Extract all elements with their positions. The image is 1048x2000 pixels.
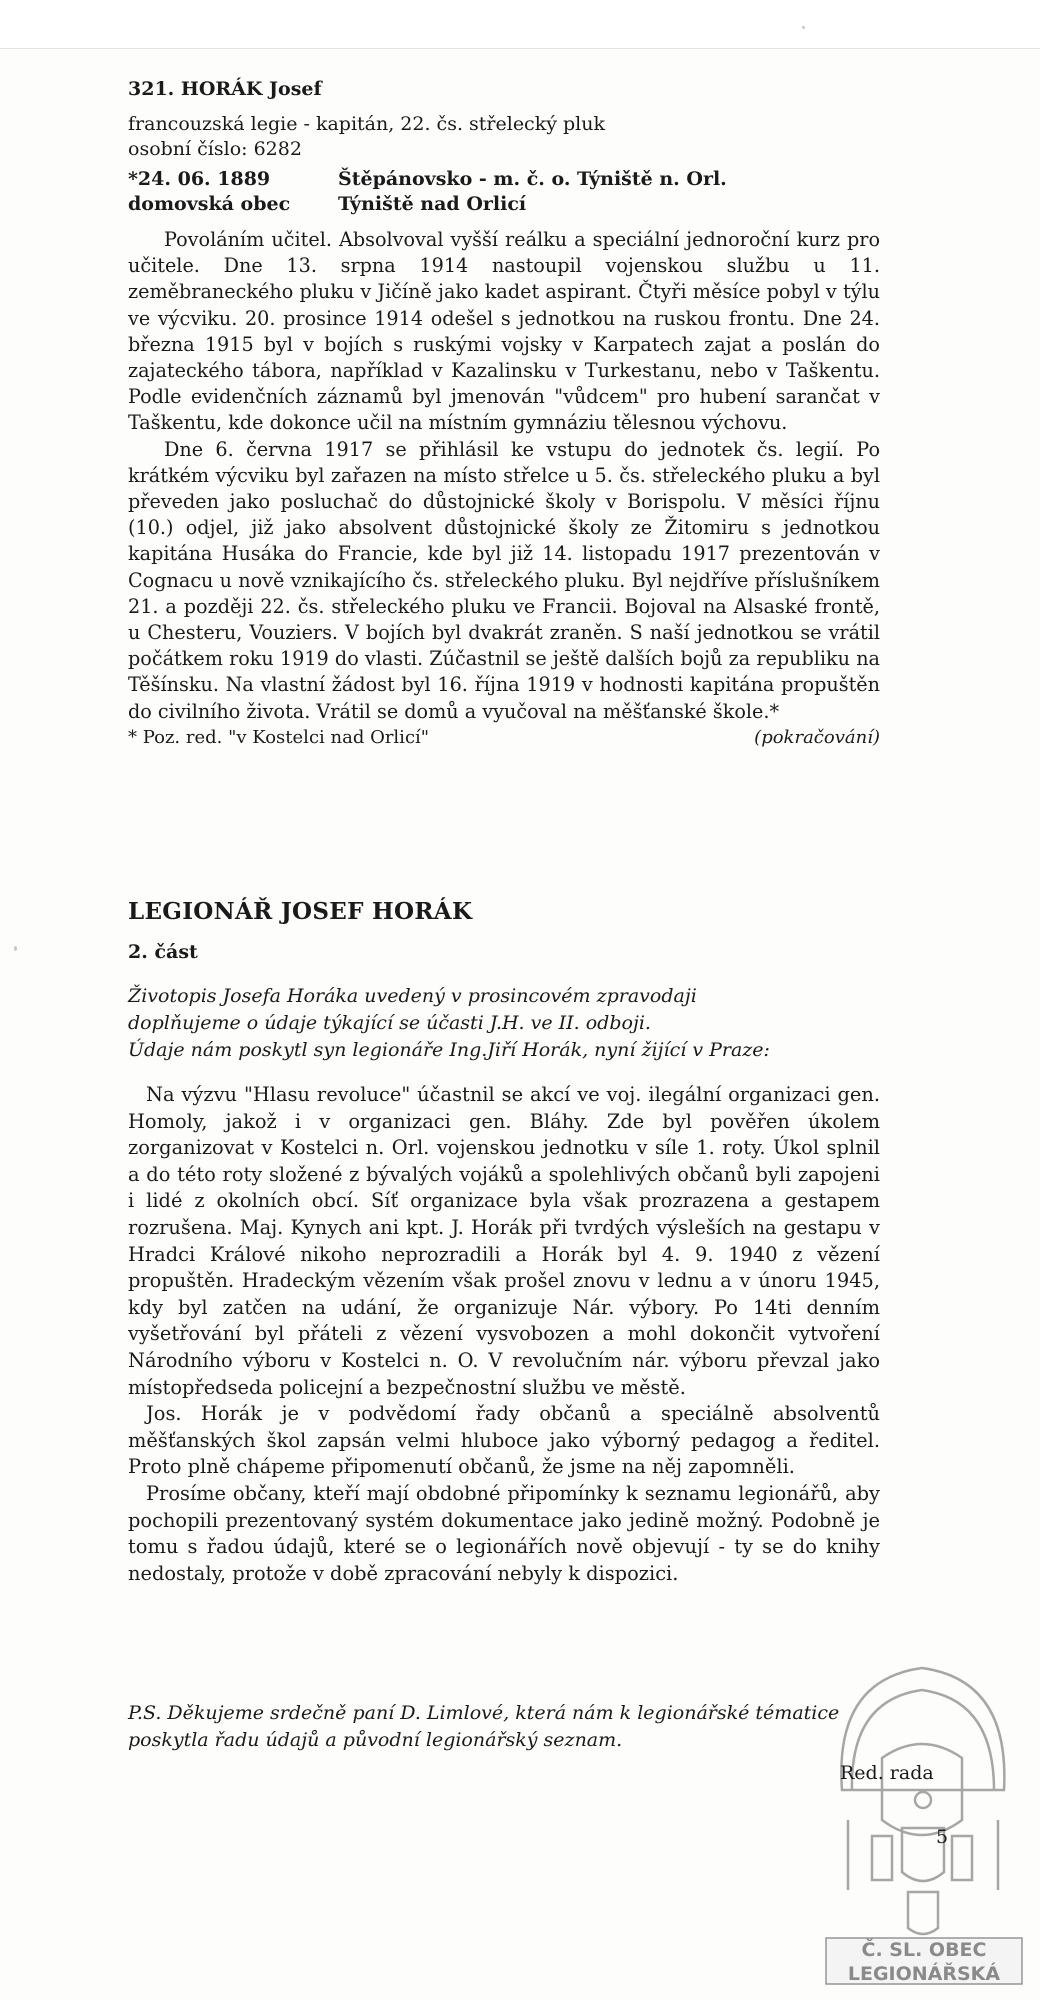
entry-text bbox=[128, 227, 880, 725]
pillar-lines bbox=[848, 1820, 998, 1890]
left-emblem bbox=[872, 1836, 892, 1880]
entry-personal-number: osobní číslo: 6282 bbox=[128, 138, 302, 160]
postscript-line: P.S. Děkujeme srdečně paní D. Limlové, která nám k legionářské tématice bbox=[128, 1702, 840, 1724]
article-intro bbox=[128, 983, 880, 1064]
helmet-badge bbox=[915, 1792, 931, 1808]
birth-date: *24. 06. 1889 bbox=[128, 168, 271, 190]
intro-line: doplňujeme o údaje týkající se účasti J.H. ve II. odboji. bbox=[128, 1012, 651, 1034]
entry-paragraph: Dne 6. června 1917 se přihlásil ke vstupu do jednotek čs. legií. Po krátkém výcviku byl zařazen na místo střelce u 5. čs. střeleckého pluku a byl převeden jako posluchač do důstojnické školy v Borispolu. V měsíci říjnu (10.) odjel, již jako absolvent důstojnické školy ze Žitomiru s jednotkou kapitána Husáka do Francie, kde byl již 14. listopadu 1917 prezentován v Cognacu u nově vznikajícího čs. střeleckého pluku. Byl nejdříve příslušníkem 21. a později 22. čs. střeleckého pluku ve Francii. Bojoval na Alsaské frontě, u Chesteru, Vouziers. V bojích byl dvakrát zraněn. S naší jednotkou se vrátil počátkem roku 1919 do vlasti. Zúčastnil se ještě dalších bojů za republiku na Těšínsku. Na vlastní žádost byl 16. října 1919 v hodnosti kapitána propuštěn do civilního života. Vrátil se domů a vyučoval na měšťanské škole.* bbox=[128, 437, 880, 723]
entry-heading: 321. HORÁK Josef bbox=[128, 78, 322, 100]
continued-label: (pokračování) bbox=[754, 726, 880, 748]
right-emblem bbox=[952, 1836, 972, 1880]
intro-line: Životopis Josefa Horáka uvedený v prosincovém zpravodaji bbox=[128, 985, 697, 1007]
scan-speck bbox=[14, 946, 17, 951]
postscript-line: poskytla řadu údajů a původní legionářský seznam. bbox=[128, 1729, 623, 1751]
legionnaire-entry bbox=[128, 78, 880, 751]
entry-birth-block bbox=[128, 167, 880, 217]
scan-speck bbox=[802, 26, 805, 29]
article-part: 2. část bbox=[128, 941, 198, 963]
home-place: Týniště nad Orlicí bbox=[338, 193, 527, 215]
article-paragraph: Prosíme občany, kteří mají obdobné připomínky k seznamu legionářů, aby pochopili prezentovaný systém dokumentace jako jedině možný. Podobně je tomu s řadou údajů, které se o legionářích nově objevují - ty se do knihy nedostaly, protože v době zpracování nebyly k dispozici. bbox=[128, 1481, 880, 1585]
article-paragraph: Na výzvu "Hlasu revoluce" účastnil se akcí ve voj. ilegální organizaci gen. Homoly, jakož i v organizaci gen. Bláhy. Zde byl pověřen úkolem zorganizovat v Kostelci n. Orl. vojenskou jednotku v síle 1. roty. Úkol splnil a do této roty složené z bývalých vojáků a spolehlivých občanů byli zapojeni i lidé z okolních obcí. Síť organizace byla však prozrazena a gestapem rozrušena. Maj. Kynych ani kpt. J. Horák při tvrdých výsleších na gestapu v Hradci Králové nikoho neprozradili a Horák byl 4. 9. 1940 z vězení propuštěn. Hradeckým vězením však prošel znovu v lednu a v únoru 1945, kdy byl zatčen na udání, že organizuje Nár. výbory. Po 14ti denním vyšetřování byl přáteli z vězení vysvobozen a mohl dokončit vytvoření Národního výboru v Kostelci n. O. V revolučním nár. výboru převzal jako místopředseda policejní a bezpečnostní službu ve městě. bbox=[128, 1083, 880, 1399]
entry-footnote-row bbox=[128, 725, 880, 751]
legion-logo bbox=[812, 1640, 1034, 1988]
footnote: * Poz. red. "v Kostelci nad Orlicí" bbox=[128, 726, 430, 748]
entry-unit: francouzská legie - kapitán, 22. čs. střelecký pluk bbox=[128, 113, 605, 135]
home-label: domovská obec bbox=[128, 193, 291, 215]
birth-place: Štěpánovsko - m. č. o. Týniště n. Orl. bbox=[338, 168, 727, 190]
article-title: LEGIONÁŘ JOSEF HORÁK bbox=[128, 898, 473, 925]
signature: Red. rada bbox=[840, 1762, 934, 1784]
logo-line2: LEGIONÁŘSKÁ bbox=[847, 1963, 1001, 1985]
page-number: 5 bbox=[936, 1826, 949, 1848]
article-paragraph: Jos. Horák je v podvědomí řady občanů a speciálně absolventů měšťanských škol zapsán velmi hluboce jako výborný pedagog a ředitel. Proto plně chápeme připomenutí občanů, že jsme na něj zapomněli. bbox=[128, 1402, 880, 1479]
intro-line: Údaje nám poskytl syn legionáře Ing.Jiří Horák, nyní žijící v Praze: bbox=[128, 1039, 770, 1061]
entry-paragraph: Povoláním učitel. Absolvoval vyšší reálku a speciální jednoroční kurz pro učitele. Dne 13. srpna 1914 nastoupil vojenskou službu u 11. zeměbraneckého pluku v Jičíně jako kadet aspirant. Čtyři měsíce pobyl v týlu ve výcviku. 20. prosince 1914 odešel s jednotkou na ruskou frontu. Dne 24. března 1915 byl v bojích s ruskými vojsky v Karpatech zajat a poslán do zajateckého tábora, například v Kazalinsku v Turkestanu, nebo v Taškentu. Podle evidenčních záznamů byl jmenován "vůdcem" pro hubení sarančat v Taškentu, kde dokonce učil na místním gymnáziu tělesnou výchovu. bbox=[128, 228, 880, 435]
lower-shield bbox=[908, 1892, 938, 1934]
logo-line1: Č. SL. OBEC bbox=[861, 1939, 987, 1961]
article bbox=[128, 898, 880, 1587]
